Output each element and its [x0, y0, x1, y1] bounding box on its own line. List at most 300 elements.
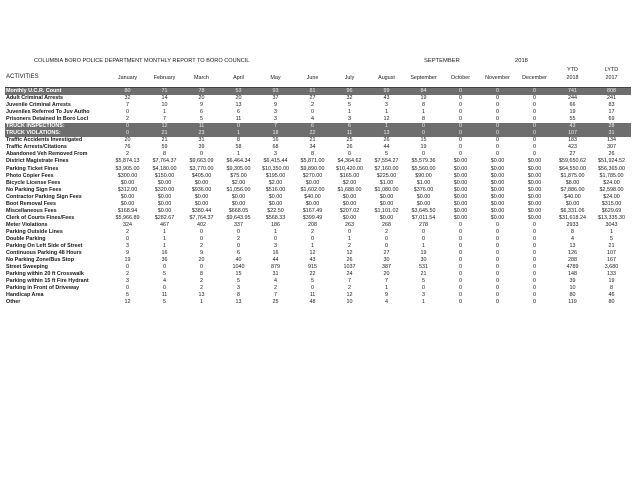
table-cell: $1,785.00	[599, 172, 624, 179]
table-cell: 19	[420, 144, 427, 151]
row-label: Continuous Parking 48 Hours	[6, 250, 82, 257]
table-row	[5, 102, 631, 109]
table-cell: 22	[294, 130, 331, 137]
table-cell: 1	[610, 228, 613, 235]
table-cell: 402	[197, 221, 206, 228]
table-cell: 0	[496, 151, 499, 158]
table-row	[5, 151, 631, 158]
table-cell: $5,871.00	[300, 158, 325, 165]
table-cell: $3,645.50	[411, 207, 436, 214]
table-cell: $0.00	[527, 158, 542, 165]
table-cell: 43	[383, 95, 390, 102]
table-cell: 22	[309, 271, 316, 278]
table-cell: 13	[235, 102, 242, 109]
table-cell: 0	[459, 102, 462, 109]
table-cell: $0.00	[268, 193, 283, 200]
table-cell: 107	[553, 130, 592, 137]
table-row	[5, 130, 631, 137]
table-cell: $207.02	[339, 207, 360, 214]
table-cell: $7,011.54	[411, 214, 436, 221]
table-cell: 20	[235, 95, 242, 102]
table-cell: $668.05	[228, 207, 249, 214]
table-cell: 0	[348, 228, 351, 235]
table-cell: 11	[331, 130, 368, 137]
table-row	[5, 180, 631, 187]
table-cell: $0.00	[527, 179, 542, 186]
table-cell: $2,598.00	[599, 186, 624, 193]
table-cell: 25	[272, 299, 279, 306]
table-cell: 12	[309, 250, 316, 257]
table-cell: 34	[309, 144, 316, 151]
table-cell: $5,874.13	[115, 158, 140, 165]
table-cell: $0.00	[157, 200, 172, 207]
table-cell: 467	[160, 221, 169, 228]
table-row	[5, 257, 631, 264]
table-cell: $0.00	[490, 207, 505, 214]
table-cell: $75.00	[230, 172, 247, 179]
column-header-lytd-line2: 2017	[605, 75, 618, 81]
table-cell: 126	[568, 250, 577, 257]
table-cell: 2	[311, 102, 314, 109]
table-cell: 307	[607, 144, 616, 151]
row-label: TRUCK INSPECTIONS:	[5, 123, 109, 130]
table-cell: 21	[309, 137, 316, 144]
table-cell: $0.00	[490, 214, 505, 221]
table-cell: 81	[294, 88, 331, 96]
table-cell: 0	[442, 88, 479, 96]
table-cell: $312.00	[117, 186, 138, 193]
table-cell: 21	[146, 130, 183, 137]
table-row	[5, 222, 631, 229]
table-cell: 268	[382, 221, 391, 228]
table-cell: $0.00	[379, 193, 394, 200]
table-cell: 2	[126, 151, 129, 158]
table-cell: $22.50	[267, 207, 284, 214]
table-cell: 148	[568, 271, 577, 278]
table-row	[5, 264, 631, 271]
table-cell: 53	[220, 88, 257, 96]
table-cell: 0	[533, 221, 536, 228]
table-cell: 531	[419, 264, 428, 271]
table-row	[5, 215, 631, 222]
table-cell: $195.00	[265, 172, 286, 179]
row-label: Clerk of Courts Fines/Fees	[6, 214, 75, 221]
table-cell: $1,875.00	[560, 172, 585, 179]
table-cell: 25	[346, 137, 353, 144]
table-cell: 2	[200, 278, 203, 285]
table-cell: 0	[459, 299, 462, 306]
table-cell: 80	[109, 88, 146, 96]
table-cell: 186	[271, 221, 280, 228]
table-cell: $7,554.27	[374, 158, 399, 165]
table-cell: 3	[126, 243, 129, 250]
table-cell: $13,335.30	[598, 214, 625, 221]
table-cell: 183	[568, 137, 577, 144]
table-cell: $4,180.00	[152, 165, 177, 172]
row-label: Monthly U.C.R. Count	[5, 88, 109, 96]
table-cell: 741	[553, 88, 592, 96]
table-cell: 3	[126, 278, 129, 285]
table-cell: $0.00	[453, 193, 468, 200]
table-cell: $3,905.00	[115, 165, 140, 172]
table-cell: 324	[123, 221, 132, 228]
table-cell: 0	[533, 95, 536, 102]
table-cell: $0.00	[527, 186, 542, 193]
table-cell: $7,886.00	[560, 186, 585, 193]
table-cell: 0	[126, 264, 129, 271]
table-cell: 43	[309, 257, 316, 264]
table-cell: 0	[459, 250, 462, 257]
table-cell: $0.00	[453, 165, 468, 172]
table-cell: 0	[311, 285, 314, 292]
report-month: SEPTEMBER	[424, 58, 460, 64]
table-row	[5, 229, 631, 236]
table-cell: 8	[610, 285, 613, 292]
row-label: TRUCK VIOLATIONS:	[5, 130, 109, 137]
table-cell: $1.00	[379, 179, 394, 186]
table-cell: 78	[183, 88, 220, 96]
table-cell: $8.00	[565, 179, 580, 186]
table-cell: $380.44	[191, 207, 212, 214]
table-cell: 11	[161, 292, 168, 299]
table-cell: 263	[345, 221, 354, 228]
table-cell: $225.00	[376, 172, 397, 179]
table-row	[5, 109, 631, 116]
table-cell: 16	[272, 137, 279, 144]
table-cell: $0.00	[527, 200, 542, 207]
row-label: Traffic Accidents Investigated	[6, 137, 83, 144]
table-cell: 0	[385, 243, 388, 250]
table-cell: 3	[348, 116, 351, 123]
table-cell: 20	[124, 137, 131, 144]
table-cell: 0	[533, 264, 536, 271]
table-cell: 241	[607, 95, 616, 102]
table-cell: 24	[346, 271, 353, 278]
table-cell: 0	[459, 221, 462, 228]
column-header-july: July	[344, 75, 355, 81]
table-cell: 3	[274, 243, 277, 250]
table-cell: 10	[161, 102, 168, 109]
table-cell: 8	[311, 151, 314, 158]
report-title: COLUMBIA BORO POLICE DEPARTMENT MONTHLY REPORT TO BORO COUNCIL	[34, 58, 250, 64]
table-cell: 44	[383, 144, 390, 151]
table-row	[5, 285, 631, 292]
table-cell: 0	[479, 130, 516, 137]
table-cell: 27	[569, 151, 576, 158]
table-cell: 915	[308, 264, 317, 271]
table-cell: 12	[346, 250, 353, 257]
table-cell: 5	[163, 271, 166, 278]
table-cell: 0	[405, 130, 442, 137]
table-cell: 3	[385, 102, 388, 109]
table-row	[5, 158, 631, 165]
table-cell: 7	[126, 102, 129, 109]
table-cell: 0	[496, 235, 499, 242]
table-cell: 3	[274, 116, 277, 123]
table-cell: 21	[420, 271, 427, 278]
table-cell: $5,966.89	[115, 214, 140, 221]
table-cell: 0	[533, 278, 536, 285]
table-cell: 32	[124, 95, 131, 102]
table-cell: $0.00	[120, 200, 135, 207]
table-cell: 3	[422, 292, 425, 299]
table-cell: 0	[516, 130, 553, 137]
table-cell: $0.00	[305, 200, 320, 207]
table-cell: 7	[385, 278, 388, 285]
table-cell: 0	[109, 123, 146, 130]
table-cell: $7,764.37	[152, 158, 177, 165]
table-cell: 0	[496, 221, 499, 228]
table-cell: 1	[422, 299, 425, 306]
table-cell: 19	[569, 109, 576, 116]
table-cell: 1040	[232, 264, 245, 271]
table-cell: 19	[420, 95, 427, 102]
table-cell: 0	[479, 123, 516, 130]
table-row	[5, 299, 631, 306]
table-cell: 0	[496, 137, 499, 144]
table-cell: 13	[368, 130, 405, 137]
table-cell: 133	[607, 271, 616, 278]
table-cell: 0	[533, 228, 536, 235]
table-cell: 21	[161, 137, 168, 144]
table-cell: $10,350.00	[262, 165, 289, 172]
table-cell: 423	[568, 144, 577, 151]
table-cell: 0	[496, 95, 499, 102]
table-cell: $150.00	[154, 172, 175, 179]
table-cell: 4	[274, 278, 277, 285]
table-cell: $6,464.34	[226, 158, 251, 165]
table-cell: 15	[235, 271, 242, 278]
table-cell: 3	[274, 109, 277, 116]
table-cell: 8	[571, 228, 574, 235]
table-cell: 0	[163, 285, 166, 292]
table-cell: 12	[124, 299, 131, 306]
table-cell: 5	[348, 102, 351, 109]
table-cell: 7	[274, 292, 277, 299]
table-cell: 32	[346, 95, 353, 102]
table-cell: 69	[608, 116, 615, 123]
table-cell: 0	[311, 109, 314, 116]
table-cell: 0	[533, 235, 536, 242]
table-cell: 1	[274, 228, 277, 235]
column-header-april: April	[233, 75, 244, 81]
table-cell: 0	[126, 285, 129, 292]
report-year: 2018	[515, 58, 528, 64]
table-cell: 2	[200, 243, 203, 250]
table-cell: $0.00	[453, 172, 468, 179]
table-row	[5, 95, 631, 102]
table-cell: 6	[237, 109, 240, 116]
table-cell: 55	[569, 116, 576, 123]
row-label: Parking Ticket Fines	[6, 165, 59, 172]
row-label: Traffic Arrests/Citations	[6, 144, 67, 151]
table-cell: $10,420.00	[336, 165, 363, 172]
column-header-may: May	[270, 75, 281, 81]
table-cell: 3,680	[604, 264, 619, 271]
row-label: Boot Removal Fees	[6, 200, 57, 207]
row-label: Street Sweeping	[6, 264, 48, 271]
table-row	[5, 243, 631, 250]
table-cell: $0.00	[157, 193, 172, 200]
table-cell: $167.49	[302, 207, 323, 214]
table-cell: 0	[533, 271, 536, 278]
table-cell: 0	[459, 95, 462, 102]
table-cell: 0	[459, 243, 462, 250]
table-cell: 7	[257, 123, 294, 130]
table-cell: 2	[126, 271, 129, 278]
table-cell: $300.00	[117, 172, 138, 179]
table-cell: 0	[385, 235, 388, 242]
table-cell: 83	[608, 102, 615, 109]
table-cell: 6	[237, 250, 240, 257]
table-cell: 278	[419, 221, 428, 228]
table-cell: 3	[274, 151, 277, 158]
table-cell: $1.00	[416, 179, 431, 186]
row-label: Double Parking	[6, 235, 46, 242]
table-cell: 0	[200, 228, 203, 235]
table-cell: 5	[422, 278, 425, 285]
table-cell: 2	[126, 228, 129, 235]
table-cell: 2	[348, 285, 351, 292]
table-cell: $9,305.00	[226, 165, 251, 172]
table-cell: 0	[459, 285, 462, 292]
table-cell: 0	[237, 228, 240, 235]
column-header-february: February	[153, 75, 176, 81]
table-cell: 99	[368, 88, 405, 96]
column-header-june: June	[306, 75, 319, 81]
row-label: Parking On Left Side of Street	[6, 243, 83, 250]
table-cell: 0	[533, 102, 536, 109]
table-cell: $0.00	[453, 207, 468, 214]
table-cell: 28	[592, 123, 631, 130]
table-cell: 80	[608, 299, 615, 306]
table-row	[5, 278, 631, 285]
table-cell: 27	[309, 95, 316, 102]
column-header-october: October	[450, 75, 471, 81]
table-cell: 0	[533, 250, 536, 257]
table-cell: $31,618.24	[559, 214, 586, 221]
table-cell: 12	[346, 292, 353, 299]
table-cell: 0	[496, 228, 499, 235]
table-cell: $0.00	[157, 179, 172, 186]
table-cell: $0.00	[490, 186, 505, 193]
row-label: Photo Copier Fees	[6, 172, 54, 179]
table-cell: 0	[422, 235, 425, 242]
table-cell: 0	[496, 250, 499, 257]
table-cell: $40.00	[564, 193, 581, 200]
row-label: Handicap Area	[6, 292, 44, 299]
table-cell: $1,688.00	[337, 186, 362, 193]
row-label: Miscellaneous Fees	[6, 207, 57, 214]
table-cell: $24.00	[603, 193, 620, 200]
table-cell: $0.00	[120, 193, 135, 200]
table-cell: 0	[220, 123, 257, 130]
table-cell: 0	[442, 130, 479, 137]
table-cell: 0	[200, 264, 203, 271]
table-cell: 6	[200, 109, 203, 116]
table-cell: 15	[420, 137, 427, 144]
table-cell: 16	[161, 250, 168, 257]
table-cell: 2	[348, 243, 351, 250]
table-cell: $0.00	[490, 200, 505, 207]
table-cell: 26	[383, 137, 390, 144]
table-cell: 0	[311, 235, 314, 242]
table-cell: 0	[496, 271, 499, 278]
column-header-lytd-line1: LYTD	[604, 67, 619, 73]
column-header-november: November	[485, 75, 510, 81]
table-row	[5, 137, 631, 144]
column-header-december: December	[522, 75, 547, 81]
table-cell: 48	[309, 299, 316, 306]
table-row	[5, 271, 631, 278]
table-cell: $0.00	[231, 193, 246, 200]
table-cell: 2933	[566, 221, 579, 228]
table-cell: 26	[346, 144, 353, 151]
table-cell: 14	[161, 95, 168, 102]
table-cell: $0.00	[490, 179, 505, 186]
table-cell: 208	[308, 221, 317, 228]
table-cell: 0	[459, 271, 462, 278]
table-cell: 0	[533, 109, 536, 116]
table-cell: $0.00	[379, 200, 394, 207]
table-cell: 26	[608, 151, 615, 158]
table-cell: 0	[533, 285, 536, 292]
table-cell: 21	[608, 243, 615, 250]
table-cell: $0.00	[231, 200, 246, 207]
table-row	[5, 173, 631, 180]
table-cell: 337	[234, 221, 243, 228]
table-cell: 0	[533, 151, 536, 158]
table-cell: $0.00	[379, 214, 394, 221]
table-cell: 6	[294, 123, 331, 130]
table-cell: 0	[274, 235, 277, 242]
table-cell: 26	[346, 257, 353, 264]
table-cell: 71	[146, 88, 183, 96]
table-cell: 8	[237, 137, 240, 144]
table-cell: 0	[459, 257, 462, 264]
table-cell: 4	[311, 116, 314, 123]
column-header-january: January	[117, 75, 138, 81]
table-cell: $90.00	[415, 172, 432, 179]
table-cell: 167	[607, 257, 616, 264]
column-header-ytd-line1: YTD	[567, 67, 578, 73]
table-cell: 0	[422, 228, 425, 235]
table-cell: 1	[220, 130, 257, 137]
table-cell: $0.00	[527, 165, 542, 172]
row-label: No Parking Zone/Bus Stop	[6, 257, 74, 264]
table-cell: 58	[235, 144, 242, 151]
table-cell: 11	[309, 292, 316, 299]
table-cell: 19	[420, 250, 427, 257]
table-cell: 19	[124, 257, 131, 264]
table-cell: $0.00	[342, 193, 357, 200]
column-header-march: March	[194, 75, 209, 81]
table-cell: 0	[533, 144, 536, 151]
table-cell: $629.69	[601, 207, 622, 214]
table-cell: 5	[200, 116, 203, 123]
row-label: No Parking Sign Fees	[6, 186, 62, 193]
table-cell: 39	[569, 278, 576, 285]
table-cell: 0	[496, 144, 499, 151]
table-cell: 244	[568, 95, 577, 102]
table-cell: 8	[422, 102, 425, 109]
table-cell: $936.00	[191, 186, 212, 193]
column-header-august: August	[378, 75, 395, 81]
table-cell: 7	[348, 278, 351, 285]
table-row	[5, 208, 631, 215]
table-cell: 31	[592, 130, 631, 137]
table-cell: 9	[200, 102, 203, 109]
